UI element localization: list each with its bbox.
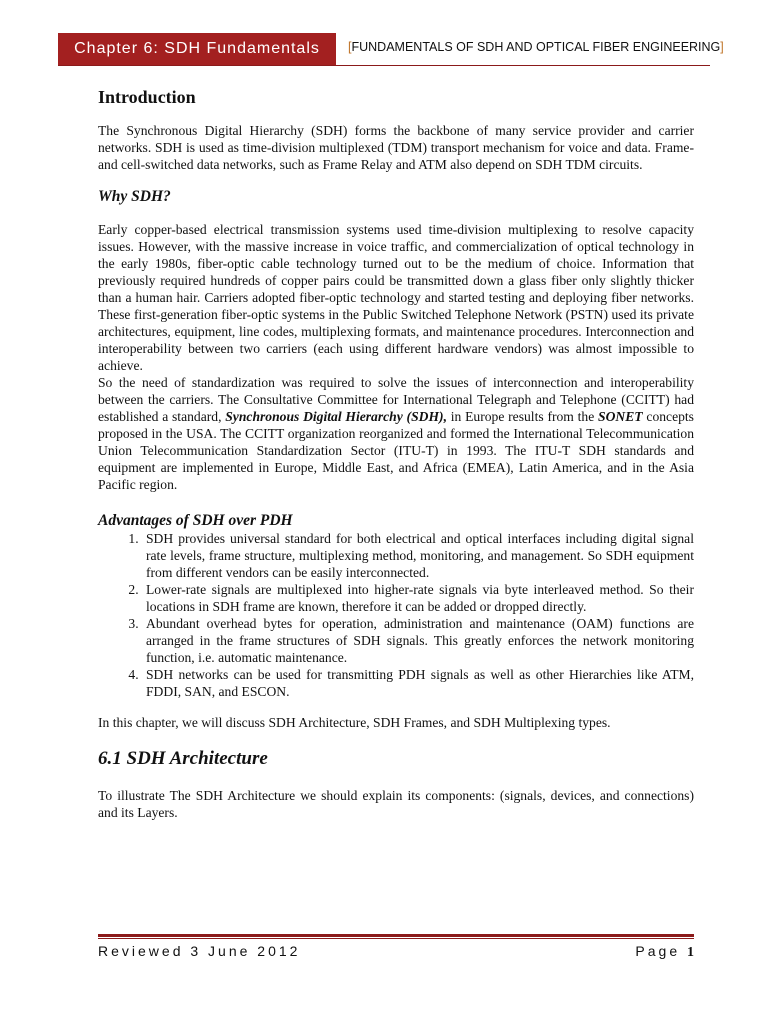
why-p2-b: in Europe results from the <box>446 409 599 424</box>
list-item: 1. SDH provides universal standard for both electrical and optical interfaces including digital signal rate levels, frame structure, multiplexing method, monitoring, and management. So SDH equipment from different vendors can be easily interconnected. <box>142 530 694 581</box>
advantages-list <box>98 530 694 700</box>
footer-rule-thin <box>98 938 694 939</box>
why-sdh-paragraph-1: Early copper-based electrical transmission systems used time-division multiplexing to resolve capacity issues. However, with the massive increase in voice traffic, and commercialization of optical technology in the early 1980s, fiber-optic cable technology turned out to be the medium of choice. Information that previously required hundreds of copper pairs could be transmitted down a glass fiber only slightly thicker than a human hair. Carriers adopted fiber-optic technology and started testing and deploying fiber networks. These first-generation fiber-optic systems in the Public Switched Telephone Network (PSTN) used its private architectures, equipment, line codes, multiplexing formats, and maintenance procedures. Interconnection and interoperability between two carriers (each using different hardware vendors) was almost impossible to achieve. <box>98 222 694 373</box>
chapter-overview: In this chapter, we will discuss SDH Architecture, SDH Frames, and SDH Multiplexing types. <box>98 715 611 730</box>
advantages-heading: Advantages of SDH over PDH <box>98 512 293 529</box>
introduction-heading: Introduction <box>98 87 196 107</box>
book-title <box>348 40 724 54</box>
why-sdh-paragraph-2 <box>98 374 694 493</box>
why-p2-c: concepts proposed in the USA. The CCITT organization reorganized and formed the International Telecommunication Union Telecommunication Standardization Sector (ITU-T) in 1993. The ITU-T SDH standards and equipment are implemented in Europe, Middle East, and Africa (EMEA), Latin America, and in the Asia Pacific region. <box>98 409 694 492</box>
list-item: 4. SDH networks can be used for transmitting PDH signals as well as other Hierarchies like ATM, FDDI, SAN, and ESCON. <box>142 666 694 700</box>
page-header <box>58 33 724 66</box>
why-sdh-heading: Why SDH? <box>98 188 171 205</box>
list-item: 2. Lower-rate signals are multiplexed into higher-rate signals via byte interleaved method. So their locations in SDH frame are known, therefore it can be added or dropped directly. <box>142 581 694 615</box>
sonet-term: SONET <box>598 409 643 424</box>
page-number <box>635 943 694 961</box>
why-p2-a: So the need of standardization was required to solve the issues of interconnection and interoperability between the carriers. The Consultative Committee for International Telegraph and Telephone (CCITT) had established a standard, <box>98 375 694 424</box>
architecture-heading: 6.1 SDH Architecture <box>98 748 268 769</box>
footer-rule <box>98 934 694 937</box>
bracket-open: [ <box>348 40 352 54</box>
sdh-term: Synchronous Digital Hierarchy (SDH), <box>225 409 447 424</box>
reviewed-date: Reviewed 3 June 2012 <box>98 943 301 959</box>
page-content <box>98 86 694 821</box>
page-label: Page <box>635 943 681 959</box>
page-number-value: 1 <box>687 945 694 960</box>
introduction-paragraph: The Synchronous Digital Hierarchy (SDH) forms the backbone of many service provider and carrier networks. SDH is used as time-division multiplexed (TDM) transport mechanism for voice and data. Frame- and cell-switched data networks, such as Frame Relay and ATM also depend on SDH TDM circuits. <box>98 123 694 172</box>
chapter-title: Chapter 6: SDH Fundamentals <box>58 33 336 65</box>
book-title-text: FUNDAMENTALS OF SDH AND OPTICAL FIBER ENGINEERING <box>351 40 721 54</box>
bracket-close: ] <box>720 40 724 54</box>
architecture-paragraph: To illustrate The SDH Architecture we should explain its components: (signals, devices, and connections) and its Layers. <box>98 788 694 820</box>
list-item: 3. Abundant overhead bytes for operation, administration and maintenance (OAM) functions are arranged in the frame structures of SDH signals. This greatly enforces the network monitoring function, i.e. automatic maintenance. <box>142 615 694 666</box>
